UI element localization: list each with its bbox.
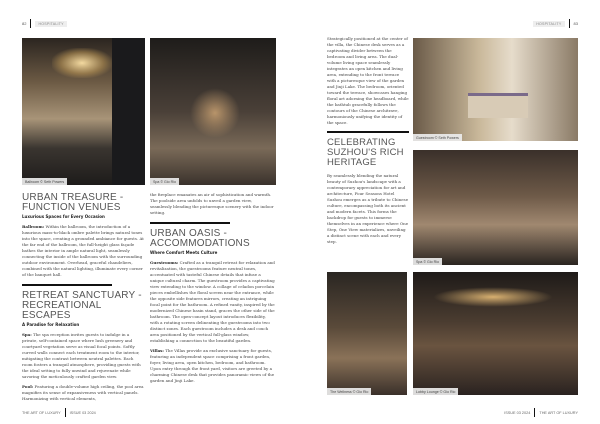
section-subtitle: A Paradise for Relaxation: [22, 321, 80, 327]
label: Pool:: [22, 383, 34, 389]
photo-caption: Spa © Gio Rio: [413, 258, 442, 265]
body-text: The spa reception invites guests to indulge in a private, self-contained space where lush greenery and courtyard vegetation serve as visual focal points. Softly curved walls connect each treatment room to the interior, mitigating the contrast between neutral palettes. Each room fosters a tranquil atmosphere, providing guests with the ideal setting to fully unwind and rejuvenate while savoring the meticulously crafted garden view.: [22, 331, 141, 379]
spa-photo: [150, 38, 276, 185]
label: Guestrooms:: [150, 259, 179, 265]
photo-caption: Spa © Gio Rio: [150, 178, 179, 185]
right-footer: [504, 408, 578, 417]
section-title: RETREAT SANCTUARY - RECREATIONAL ESCAPES: [22, 289, 142, 321]
section-title: URBAN OASIS - ACCOMMODATIONS: [150, 227, 250, 249]
villa-continued: [327, 36, 409, 245]
body-text: Featuring a double-volume high ceiling, the pool area magnifies its sense of expansiveness with vertical panels. Harmonizing with vertical elements,: [22, 383, 144, 401]
spa-paragraph: [22, 332, 144, 380]
section-subtitle: Where Comfort Meets Culture: [150, 249, 218, 255]
spa-photo-right: [413, 150, 578, 265]
issue-label: ISSUE 03 2024: [69, 410, 96, 415]
right-page-header: [533, 19, 578, 28]
section-divider: [22, 284, 112, 286]
function-venues-section: [22, 193, 144, 402]
section-title: CELEBRATING SUZHOU'S RICH HERITAGE: [327, 136, 404, 168]
photo-caption: Ballroom © Seth Powers: [22, 178, 67, 185]
divider: [569, 19, 570, 28]
ballroom-photo: [22, 38, 145, 185]
page-number: 83: [573, 21, 578, 26]
divider: [65, 408, 66, 417]
lobby-lounge-photo: [413, 272, 578, 395]
accommodations-section: [150, 192, 275, 384]
divider: [30, 19, 31, 28]
label: Spa:: [22, 331, 32, 337]
intro-paragraph: Strategically positioned at the center of the villa, the Chinese desk serves as a captivating divider between the bedroom and living area. The dual-volume living space seamlessly integrates an open kitchen and living area, extending to the front terrace with a picturesque view of the garden and Jinji Lake. The bedroom, oriented toward the terrace, showcases hanging floral art adorning the headboard, while the bathtub gracefully follows the contours of the Chinese architrave, harmoniously unifying the identity of the space.: [327, 36, 409, 125]
left-footer: [22, 408, 96, 417]
guestroom-photo: [413, 38, 578, 141]
pool-continued: the fireplace emanates an air of sophistication and warmth. The poolside area unfolds to unveil a garden view, seamlessly blending the picturesque scenery with the indoor setting.: [150, 192, 274, 215]
heritage-paragraph: By seamlessly blending the natural beauty of Suzhou's landscape with a contemporary appreciation for art and architecture, Four Seasons Hotel Suzhou emerges as a tribute to Chinese culture, encompassing both its ancient and modern facets. This forms the backdrop for guests to immerse themselves in an experience where One Step, One View materializes, unveiling a distinct scene with each and every step.: [327, 172, 409, 244]
ballroom-paragraph: [22, 224, 144, 278]
section-title: URBAN TREASURE - FUNCTION VENUES: [22, 192, 124, 213]
left-page-header: [22, 19, 67, 28]
page-number: 82: [22, 21, 27, 26]
body-text: The Villas provide an exclusive sanctuary for guests, featuring an independent space comprising a front garden, foyer, living area, open kitchen, bedroom, and bathroom. Upon entry through the front yard, visitors are greeted by a charming Chinese desk that provides panoramic views of the garden and Jinji Lake.: [150, 347, 275, 383]
photo-caption: Lobby Lounge © Gio Rio: [413, 388, 458, 395]
section-divider: [327, 131, 409, 133]
pool-paragraph: [22, 384, 144, 402]
label: Villas:: [150, 347, 164, 353]
wellness-photo: [327, 272, 407, 395]
photo-caption: Guestroom © Seth Powers: [413, 134, 462, 141]
body-text: Crafted as a tranquil retreat for relaxation and revitalization, the guestrooms feature neutral tones, accentuated with tasteful Chinese details that infuse a unique cultural charm. The guestroom provides a captivating view extending to the window. A collage of celadon porcelain pieces embellishes the floral screen near the entrance, while the opposite side features mirrors, creating an intriguing focal point for the bathroom. A refined vanity, inspired by the modernized Chinese basin stand, graces the other side of the bathroom. The open-concept layout introduces flexibility, with a rotating screen delineating the guestrooms into two distinct zones. Each guestroom includes a desk and couch area positioned by the vertical full-glass window, establishing a connection to the beautiful garden.: [150, 259, 275, 343]
section-subtitle: Luxurious Spaces for Every Occasion: [22, 214, 105, 219]
body-text: Within the ballroom, the introduction of a luxurious mass-to-black ombre palette brings natural tones into the space, creating a grounded ambiance for guests. At the far end of the ballroom, the full-height glass façade bathes the interior in ample natural light, seamlessly connecting the inside of the ballroom with the surrounding outdoor environment. Overhead, graceful chandeliers, combined with the natural lighting, illuminate every corner of the banquet hall.: [22, 224, 144, 277]
section-divider: [150, 222, 230, 224]
publication-name: THE ART OF LUXURY: [22, 410, 61, 415]
guestrooms-paragraph: [150, 260, 275, 344]
divider: [534, 408, 535, 417]
issue-label: ISSUE 03 2024: [504, 410, 531, 415]
publication-name: THE ART OF LUXURY: [539, 410, 578, 415]
label: Ballroom:: [22, 224, 45, 229]
photo-caption: The Wellness © Gio Rio: [327, 388, 371, 395]
section-tag: HOSPITALITY: [533, 21, 564, 27]
section-tag: HOSPITALITY: [35, 21, 66, 27]
villas-paragraph: [150, 348, 275, 384]
